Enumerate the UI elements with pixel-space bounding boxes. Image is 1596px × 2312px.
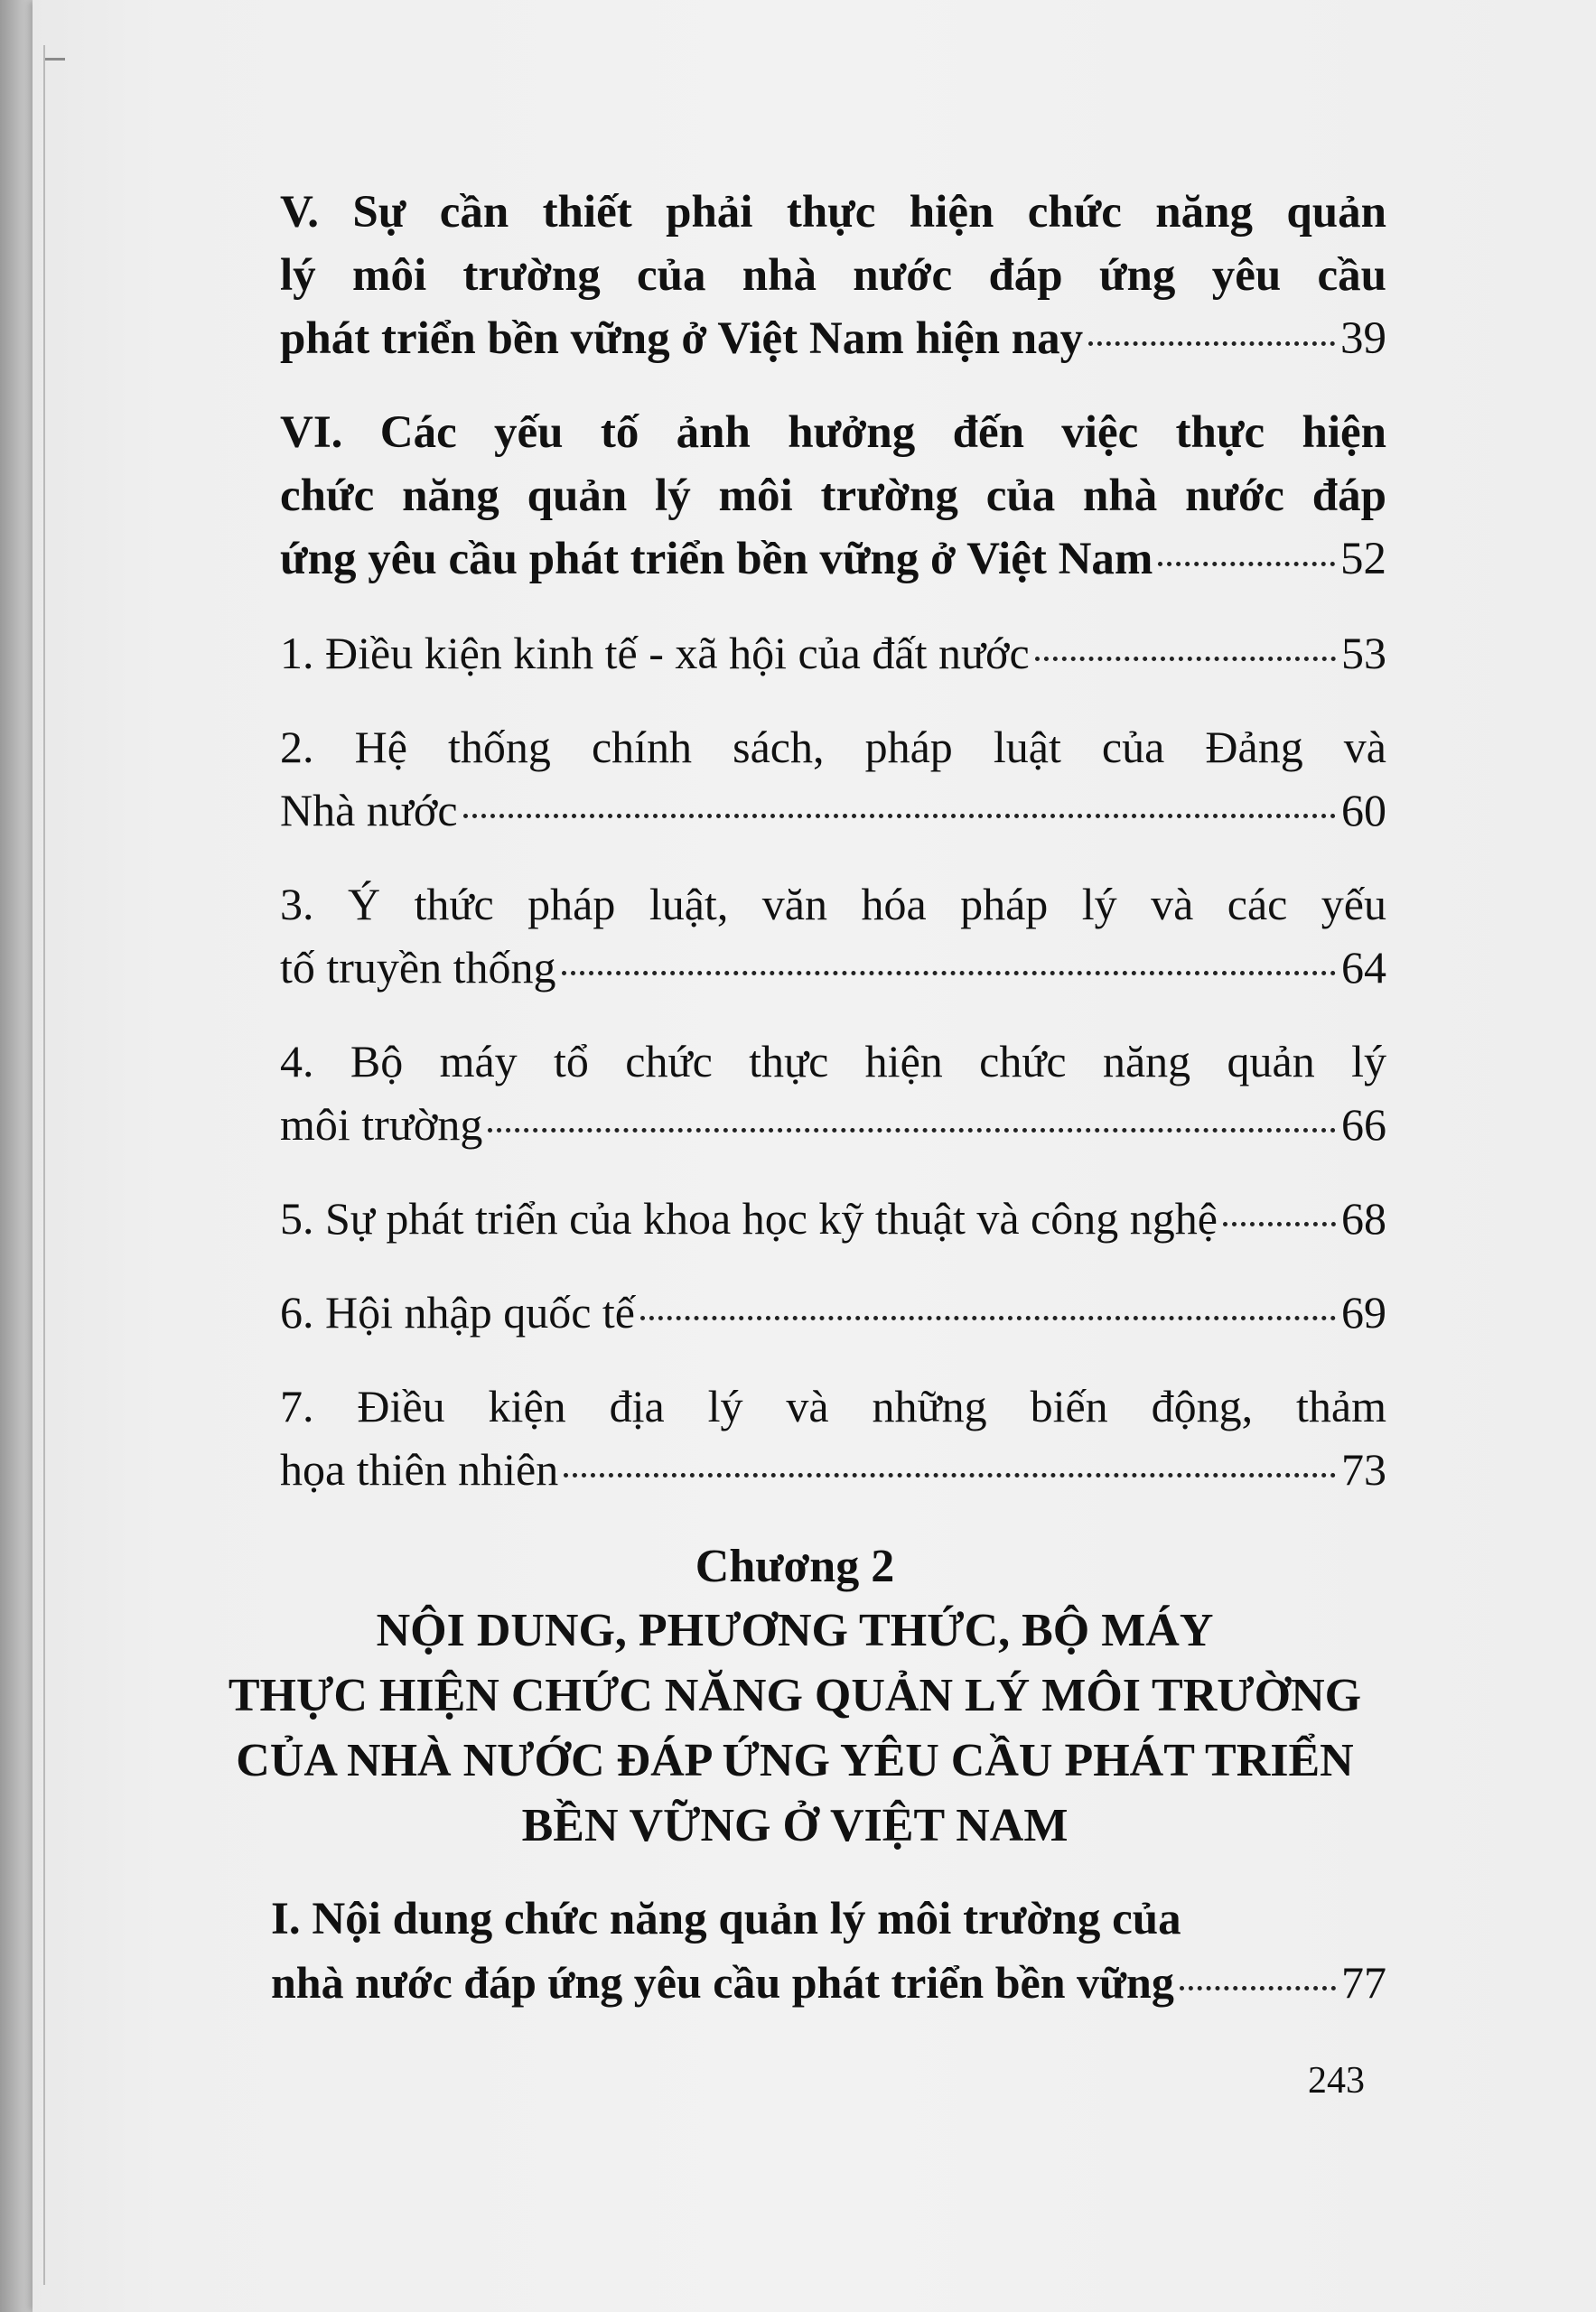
dot-leader [640, 1316, 1336, 1320]
dot-leader [1158, 562, 1335, 566]
toc-entry [280, 715, 1386, 842]
toc-entry [280, 1187, 1386, 1250]
toc-entry [280, 1281, 1386, 1344]
toc-page-number: 73 [1341, 1444, 1386, 1495]
toc-entry-line: 3. Ý thức pháp luật, văn hóa pháp lý và các yếu [280, 879, 1386, 929]
toc-entry-last-line [280, 527, 1386, 591]
chapter-heading [163, 1599, 1427, 1859]
toc-entry-line: I. Nội dung chức năng quản lý môi trường của [271, 1894, 1181, 1944]
dot-leader [1223, 1222, 1336, 1226]
toc-entry-text: ứng yêu cầu phát triển bền vững ở Việt Nam [280, 534, 1153, 584]
toc-page-number: 69 [1341, 1287, 1386, 1338]
toc-page-number: 77 [1341, 1957, 1386, 2008]
toc-entry-line: 7. Điều kiện địa lý và những biến động, thảm [280, 1381, 1386, 1431]
page-edge-mark [45, 58, 65, 61]
toc-entry-text: phát triển bền vững ở Việt Nam hiện nay [280, 313, 1084, 364]
toc-entry-last-line [271, 1951, 1386, 2014]
dot-leader [488, 1128, 1336, 1133]
toc-page-number: 64 [1341, 942, 1386, 993]
toc-entry [280, 1030, 1386, 1156]
toc-entry-line: 4. Bộ máy tổ chức thực hiện chức năng quản lý [280, 1036, 1386, 1086]
toc-entry [280, 401, 1386, 591]
toc-entry [280, 1375, 1386, 1501]
toc-entry-text: họa thiên nhiên [280, 1444, 559, 1495]
table-of-contents [280, 181, 1386, 1532]
chapter-heading-line: BỀN VỮNG Ở VIỆT NAM [521, 1800, 1069, 1851]
chapter-heading-line: NỘI DUNG, PHƯƠNG THỨC, BỘ MÁY [376, 1605, 1214, 1656]
toc-entry-last-line [280, 1438, 1386, 1501]
chapter-heading-line: THỰC HIỆN CHỨC NĂNG QUẢN LÝ MÔI TRƯỜNG [228, 1670, 1362, 1721]
toc-entry [280, 872, 1386, 999]
toc-entry-chapter2-section1 [271, 1888, 1386, 2014]
toc-entry-last-line [280, 936, 1386, 999]
toc-entry-line: lý môi trường của nhà nước đáp ứng yêu cầu [280, 250, 1386, 301]
toc-entry-text: 5. Sự phát triển của khoa học kỹ thuật và công nghệ [280, 1193, 1218, 1244]
toc-entry-text: nhà nước đáp ứng yêu cầu phát triển bền vững [271, 1957, 1174, 2008]
toc-page-number: 60 [1341, 785, 1386, 835]
toc-page-number: 39 [1340, 313, 1386, 364]
chapter-label: Chương 2 [695, 1541, 895, 1592]
toc-entry-line: VI. Các yếu tố ảnh hưởng đến việc thực hiện [280, 407, 1386, 458]
toc-page-number: 52 [1340, 534, 1386, 584]
dot-leader [1088, 341, 1335, 346]
toc-entry-line: V. Sự cần thiết phải thực hiện chức năng quản [280, 187, 1386, 238]
toc-entry-text: tố truyền thống [280, 942, 556, 993]
toc-entry-last-line [280, 1281, 1386, 1344]
toc-page-number: 53 [1341, 628, 1386, 678]
toc-entry-line: chức năng quản lý môi trường của nhà nước đáp [280, 471, 1386, 521]
toc-entry-last-line [280, 1093, 1386, 1156]
toc-entry-text: môi trường [280, 1099, 483, 1150]
book-gutter [0, 0, 36, 2312]
toc-page-number: 68 [1341, 1193, 1386, 1244]
dot-leader [562, 971, 1336, 975]
toc-entry [280, 621, 1386, 685]
chapter-heading-line: CỦA NHÀ NƯỚC ĐÁP ỨNG YÊU CẦU PHÁT TRIỂN [236, 1735, 1354, 1786]
dot-leader [463, 814, 1336, 818]
toc-entry-line: 2. Hệ thống chính sách, pháp luật của Đảng và [280, 722, 1386, 772]
dot-leader [1180, 1986, 1336, 1990]
toc-entry-last-line [280, 621, 1386, 685]
toc-entry-text: 6. Hội nhập quốc tế [280, 1287, 635, 1338]
dot-leader [1035, 657, 1336, 661]
toc-page-number: 66 [1341, 1099, 1386, 1150]
toc-entry-text: 1. Điều kiện kinh tế - xã hội của đất nước [280, 628, 1030, 678]
page-edge-line [43, 45, 45, 2285]
chapter-block [163, 1535, 1427, 1859]
dot-leader [564, 1473, 1336, 1478]
toc-entry-text: Nhà nước [280, 785, 458, 835]
toc-entry [280, 181, 1386, 370]
toc-entry-last-line [280, 307, 1386, 370]
toc-entry-last-line [280, 778, 1386, 842]
toc-entry-last-line [280, 1187, 1386, 1250]
page-number: 243 [1308, 2060, 1365, 2102]
